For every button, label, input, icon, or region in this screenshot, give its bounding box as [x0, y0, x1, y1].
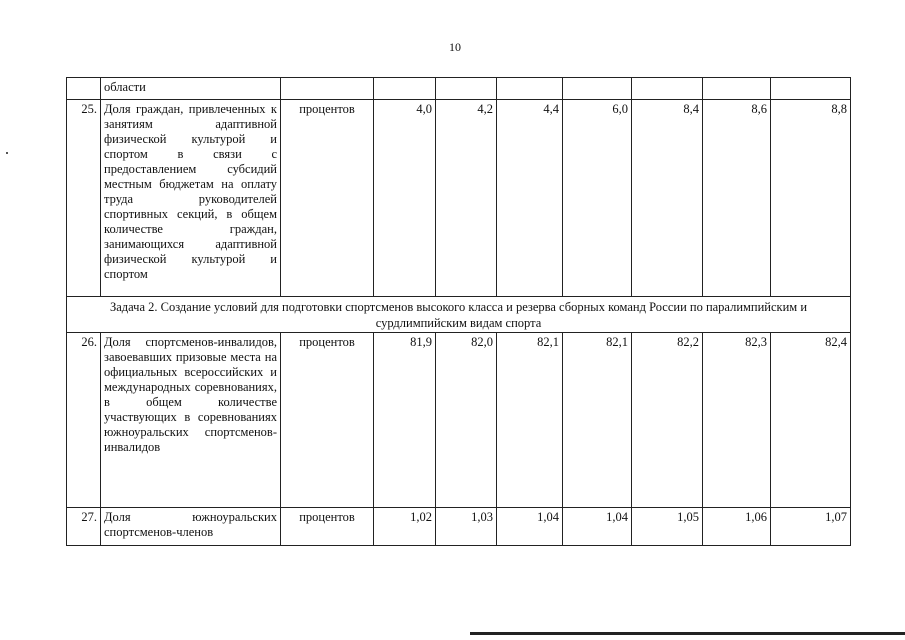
value-cell	[703, 78, 771, 100]
value-cell: 4,2	[436, 100, 497, 297]
value-cell: 1,05	[632, 508, 703, 546]
indicator-cell: Доля граждан, привлеченных к занятиям адаптивной физической культурой и спортом в связи с предоставлением субсидий местным бюджетам на оплату труда руководителей спортивных секций, в общем количестве граждан, занимающихся адаптивной физической культурой и спортом	[101, 100, 281, 297]
value-cell: 1,04	[497, 508, 563, 546]
unit-cell: процентов	[281, 100, 374, 297]
value-cell: 1,03	[436, 508, 497, 546]
row-number: 27.	[67, 508, 101, 546]
value-cell: 8,8	[771, 100, 851, 297]
value-cell: 81,9	[374, 333, 436, 508]
value-cell	[563, 78, 632, 100]
value-cell: 6,0	[563, 100, 632, 297]
value-cell: 8,6	[703, 100, 771, 297]
value-cell	[771, 78, 851, 100]
value-cell: 4,4	[497, 100, 563, 297]
value-cell	[374, 78, 436, 100]
row-number: 26.	[67, 333, 101, 508]
unit-cell: процентов	[281, 333, 374, 508]
value-cell	[497, 78, 563, 100]
value-cell: 82,1	[563, 333, 632, 508]
value-cell: 1,07	[771, 508, 851, 546]
value-cell: 8,4	[632, 100, 703, 297]
value-cell: 82,1	[497, 333, 563, 508]
scan-speck	[6, 152, 8, 154]
task-heading: Задача 2. Создание условий для подготовки спортсменов высокого класса и резерва сборных команд России по паралимпийским и сурдлимпийским видам спорта	[67, 297, 851, 333]
value-cell: 82,0	[436, 333, 497, 508]
task-row	[67, 297, 851, 333]
num-cell	[67, 78, 101, 100]
value-cell: 1,02	[374, 508, 436, 546]
page-number: 10	[449, 40, 461, 54]
value-cell: 82,4	[771, 333, 851, 508]
table-row-25	[67, 100, 851, 297]
value-cell	[632, 78, 703, 100]
unit-cell: процентов	[281, 508, 374, 546]
table-row-27	[67, 508, 851, 546]
table-row-continuation	[67, 78, 851, 100]
value-cell: 1,06	[703, 508, 771, 546]
value-cell: 82,3	[703, 333, 771, 508]
indicator-cell: Доля южноуральских спортсменов-членов	[101, 508, 281, 546]
table-row-26	[67, 333, 851, 508]
row-number: 25.	[67, 100, 101, 297]
value-cell: 1,04	[563, 508, 632, 546]
page-bottom-rule	[470, 632, 905, 635]
indicator-cell: Доля спортсменов-инвалидов, завоевавших призовые места на официальных всероссийских и международных соревнованиях, в общем количестве участвующих в соревнованиях южноуральских спортсменов-инвалидов	[101, 333, 281, 508]
unit-cell	[281, 78, 374, 100]
value-cell: 82,2	[632, 333, 703, 508]
indicator-cell: области	[101, 78, 281, 100]
indicators-table	[66, 77, 851, 546]
value-cell	[436, 78, 497, 100]
value-cell: 4,0	[374, 100, 436, 297]
